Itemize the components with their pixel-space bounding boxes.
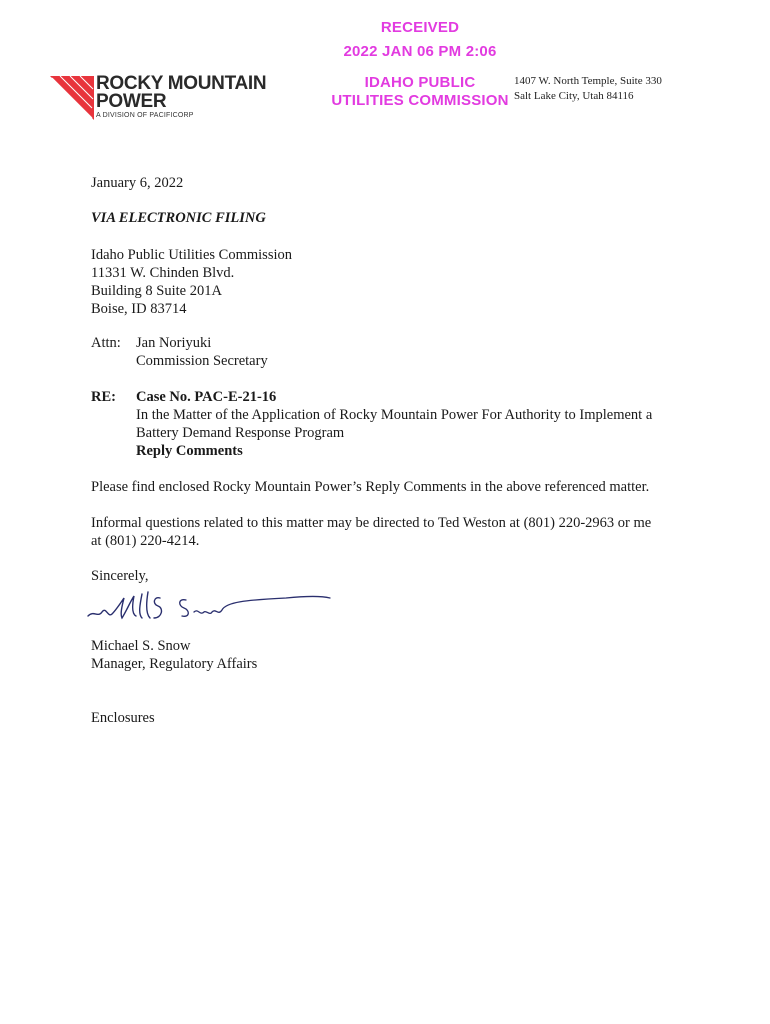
re-label: RE:	[91, 389, 116, 405]
matter-line2: Battery Demand Response Program	[136, 425, 345, 441]
paragraph-line: at (801) 220-4214.	[91, 533, 200, 549]
matter-line1: In the Matter of the Application of Rocky Mountain Power For Authority to Implement a	[136, 407, 653, 423]
recipient-line: Building 8 Suite 201A	[91, 283, 222, 299]
logo-wordmark-line2: POWER	[96, 91, 167, 112]
stamp-datetime: 2022 JAN 06 PM 2:06	[343, 43, 497, 60]
paragraph-line: Informal questions related to this matter may be directed to Ted Weston at (801) 220-2963 or me	[91, 515, 652, 531]
case-number: Case No. PAC-E-21-16	[136, 389, 277, 405]
stamp-agency-line2: UTILITIES COMMISSION	[331, 92, 509, 109]
recipient-line: Boise, ID 83714	[91, 301, 187, 317]
closing: Sincerely,	[91, 568, 149, 584]
signer-block	[91, 637, 257, 673]
attn-name: Jan Noriyuki	[136, 335, 212, 351]
handwritten-signature	[86, 588, 336, 624]
logo-tagline: A DIVISION OF PACIFICORP	[96, 112, 194, 119]
stamp-agency-line1: IDAHO PUBLIC	[364, 74, 476, 91]
recipient-line: Idaho Public Utilities Commission	[91, 247, 292, 263]
document-type: Reply Comments	[136, 443, 243, 459]
re-block	[136, 388, 652, 460]
attn-title: Commission Secretary	[136, 353, 268, 369]
logo-mark-icon	[50, 76, 94, 122]
enclosures-note: Enclosures	[91, 710, 155, 726]
address-line1: 1407 W. North Temple, Suite 330	[514, 75, 662, 87]
paragraph-questions	[91, 514, 651, 550]
logo-wordmark-line1: ROCKY MOUNTAIN	[96, 73, 267, 94]
company-address	[514, 74, 662, 104]
stamp-received: RECEIVED	[380, 19, 460, 36]
address-line2: Salt Lake City, Utah 84116	[514, 90, 634, 102]
signer-title: Manager, Regulatory Affairs	[91, 656, 258, 672]
company-logo	[50, 74, 290, 124]
attn-block	[136, 334, 268, 370]
recipient-line: 11331 W. Chinden Blvd.	[91, 265, 235, 281]
paragraph-enclosed: Please find enclosed Rocky Mountain Power’s Reply Comments in the above referenced matter.	[91, 479, 650, 495]
delivery-method: VIA ELECTRONIC FILING	[91, 210, 266, 226]
attn-label: Attn:	[91, 335, 121, 351]
letter-date: January 6, 2022	[91, 175, 184, 191]
received-stamp	[330, 16, 510, 110]
signer-name: Michael S. Snow	[91, 638, 191, 654]
recipient-address	[91, 246, 292, 318]
